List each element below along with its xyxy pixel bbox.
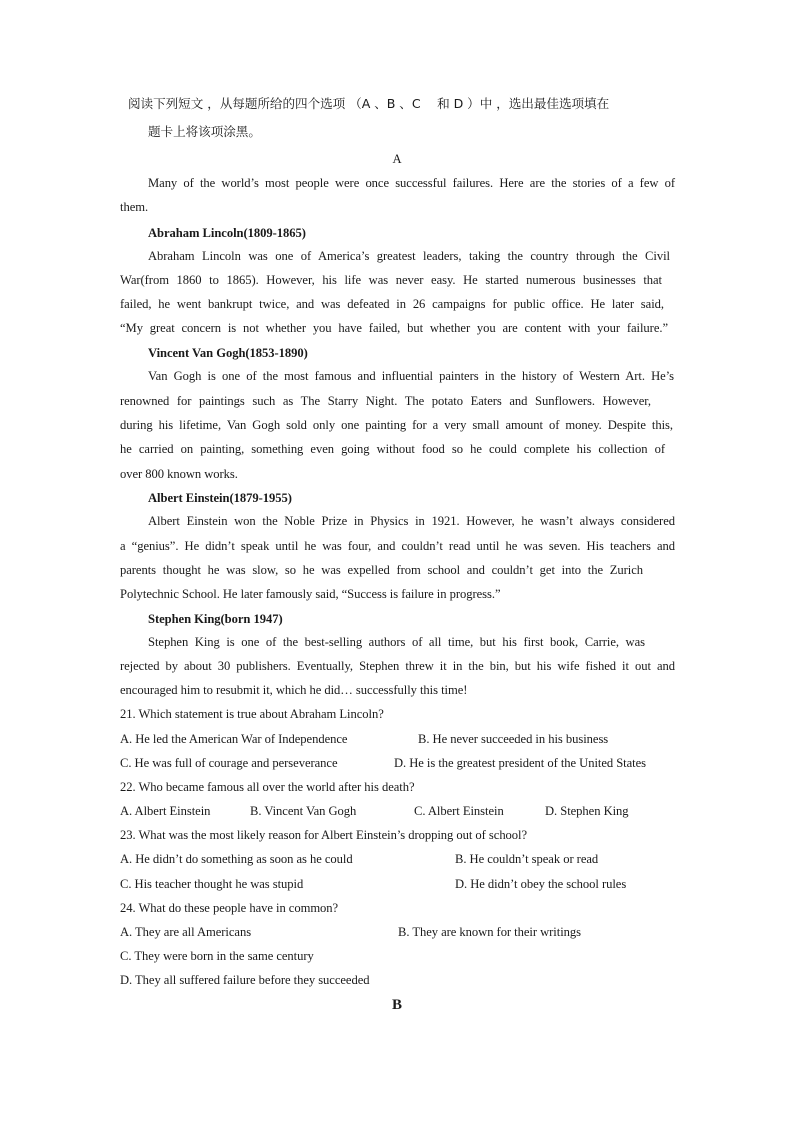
einstein-line-3: parents thought he was slow, so he was expelled from school and couldn’t get into the Zurich <box>120 563 643 577</box>
question-23-option-a: A. He didn’t do something as soon as he could <box>120 852 353 866</box>
king-heading: Stephen King(born 1947) <box>148 612 283 626</box>
lincoln-line-4: “My great concern is not whether you have failed, but whether you are content with your failure.” <box>120 321 668 335</box>
lincoln-line-3: failed, he went bankrupt twice, and was defeated in 26 campaigns for public office. He later said, <box>120 297 664 311</box>
lincoln-line-2: War(from 1860 to 1865). However, his life was never easy. He started numerous businesses that <box>120 273 662 287</box>
question-24-option-b: B. They are known for their writings <box>398 925 581 939</box>
question-22-option-b: B. Vincent Van Gogh <box>250 804 357 818</box>
einstein-heading: Albert Einstein(1879-1955) <box>148 491 292 505</box>
question-21-option-c: C. He was full of courage and perseverance <box>120 756 338 770</box>
vangogh-heading: Vincent Van Gogh(1853-1890) <box>148 346 308 360</box>
king-line-1: Stephen King is one of the best-selling authors of all time, but his first book, Carrie, was <box>148 635 645 649</box>
section-a-label: A <box>392 152 402 166</box>
instructions-line-2: 题卡上将该项涂黑。 <box>148 124 261 139</box>
question-24-option-d: D. They all suffered failure before they succeeded <box>120 973 370 987</box>
question-22-stem: 22. Who became famous all over the world after his death? <box>120 780 415 794</box>
vangogh-line-3: during his lifetime, Van Gogh sold only one painting for a very small amount of money. Despite this, <box>120 418 673 432</box>
vangogh-line-1: Van Gogh is one of the most famous and influential painters in the history of Western Art. He’s <box>148 369 674 383</box>
question-21-option-d: D. He is the greatest president of the United States <box>394 756 647 770</box>
einstein-line-4: Polytechnic School. He later famously said, “Success is failure in progress.” <box>120 587 501 601</box>
question-23-option-b: B. He couldn’t speak or read <box>455 852 599 866</box>
question-23-option-c: C. His teacher thought he was stupid <box>120 877 304 891</box>
vangogh-line-4: he carried on painting, something even going without food so he could complete his collection of <box>120 442 665 456</box>
king-line-2: rejected by about 30 publishers. Eventually, Stephen threw it in the bin, but his wife fished it out and <box>120 659 675 673</box>
section-b-label: B <box>392 997 402 1013</box>
question-24-stem: 24. What do these people have in common? <box>120 901 339 915</box>
king-line-3: encouraged him to resubmit it, which he did… successfully this time! <box>120 683 468 697</box>
einstein-line-1: Albert Einstein won the Noble Prize in Physics in 1921. However, he wasn’t always considered <box>148 514 675 528</box>
einstein-line-2: a “genius”. He didn’t speak until he was four, and couldn’t read until he was seven. His teachers and <box>120 539 675 553</box>
instructions-line-1: 阅读下列短文 ，从每题所给的四个选项 （A 、B 、C 和 D ）中 ，选出最佳选项填在 <box>128 96 610 111</box>
question-21-option-a: A. He led the American War of Independence <box>120 732 348 746</box>
question-22-option-d: D. Stephen King <box>545 804 629 818</box>
question-21-option-b: B. He never succeeded in his business <box>418 732 609 746</box>
vangogh-line-2: renowned for paintings such as The Starry Night. The potato Eaters and Sunflowers. However, <box>120 394 651 408</box>
lincoln-heading: Abraham Lincoln(1809-1865) <box>148 226 306 240</box>
question-22-option-c: C. Albert Einstein <box>414 804 504 818</box>
question-24-option-a: A. They are all Americans <box>120 925 252 939</box>
question-23-stem: 23. What was the most likely reason for Albert Einstein’s dropping out of school? <box>120 828 528 842</box>
lincoln-line-1: Abraham Lincoln was one of America’s greatest leaders, taking the country through the Civil <box>148 249 670 263</box>
vangogh-line-5: over 800 known works. <box>120 467 238 481</box>
question-24-option-c: C. They were born in the same century <box>120 949 314 963</box>
intro-line-2: them. <box>120 200 149 214</box>
question-23-option-d: D. He didn’t obey the school rules <box>455 877 627 891</box>
question-22-option-a: A. Albert Einstein <box>120 804 211 818</box>
question-21-stem: 21. Which statement is true about Abraham Lincoln? <box>120 707 384 721</box>
intro-line-1: Many of the world’s most people were once successful failures. Here are the stories of a few of <box>148 176 675 190</box>
